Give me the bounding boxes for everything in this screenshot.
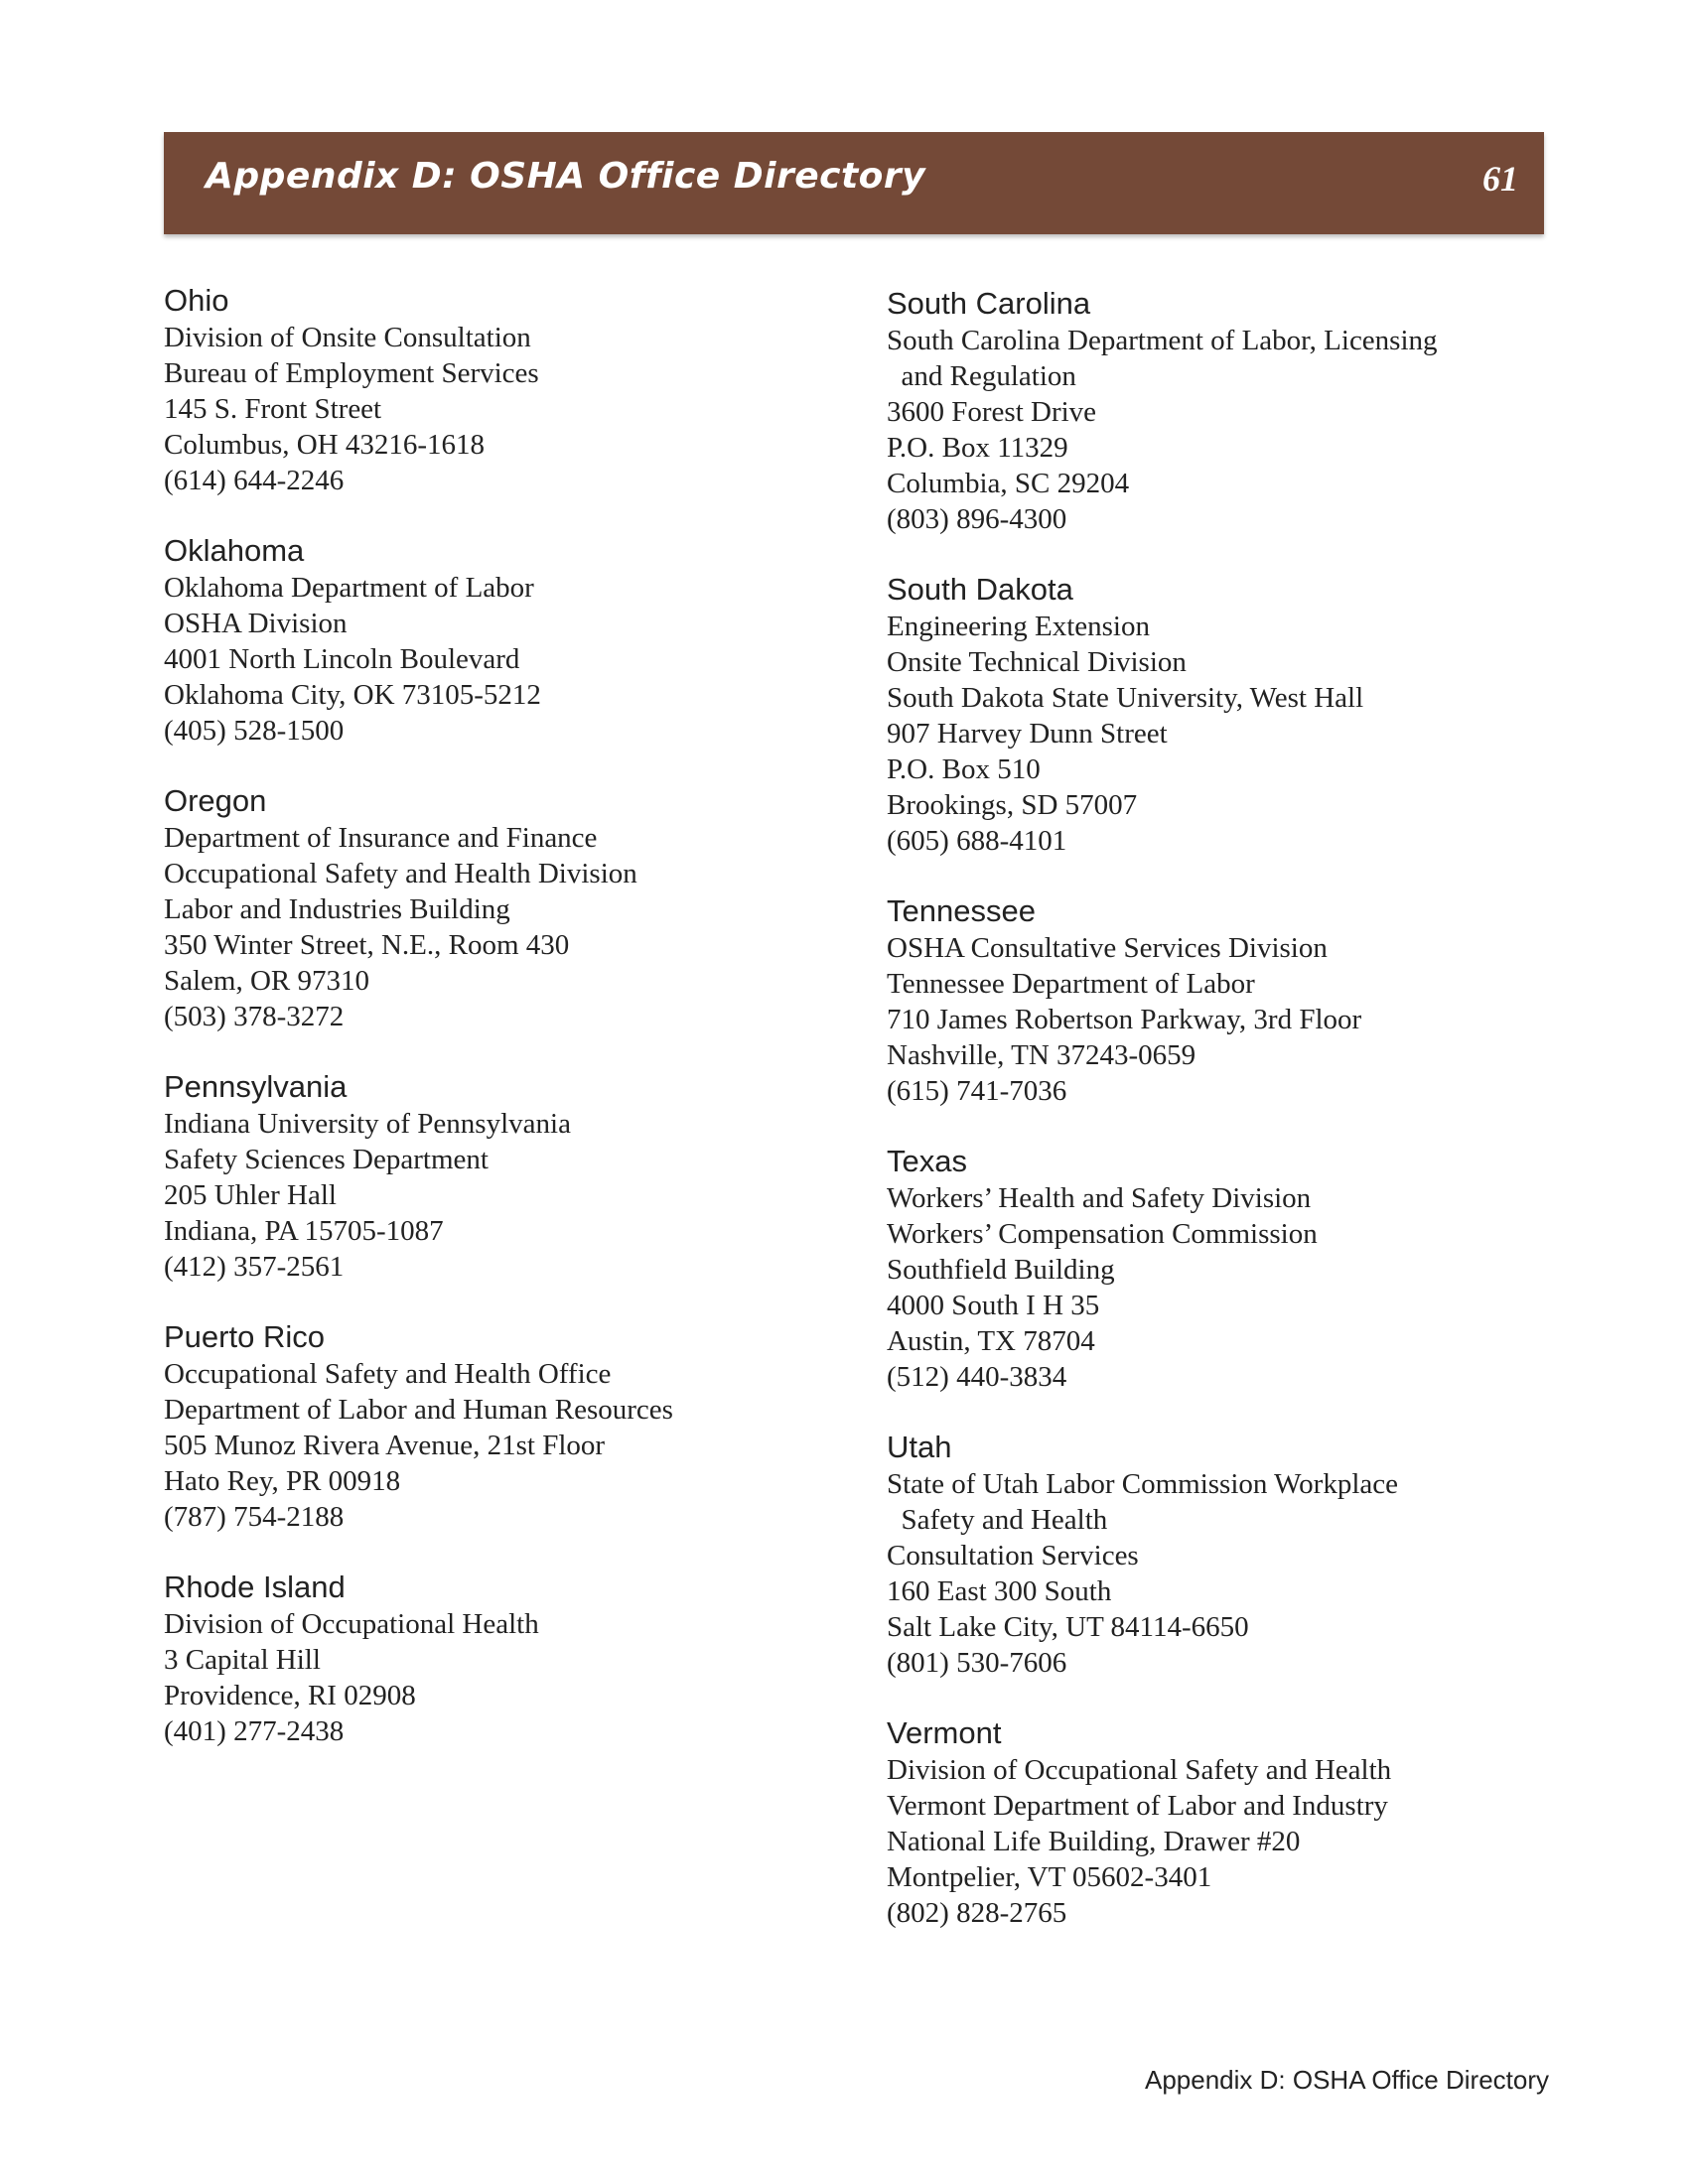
state-heading: Tennessee: [887, 893, 1036, 928]
address-line: Department of Labor and Human Resources: [164, 1394, 673, 1426]
address-line: 350 Winter Street, N.E., Room 430: [164, 929, 570, 961]
address-line: 4001 North Lincoln Boulevard: [164, 643, 520, 675]
address-line: Indiana University of Pennsylvania: [164, 1108, 571, 1140]
address-line: South Carolina Department of Labor, Licensing: [887, 325, 1438, 356]
state-heading: Oklahoma: [164, 533, 305, 568]
address-line: Bureau of Employment Services: [164, 357, 539, 389]
state-heading: Puerto Rico: [164, 1319, 325, 1354]
office-entry: [164, 1569, 819, 1749]
address-line: OSHA Consultative Services Division: [887, 932, 1328, 964]
office-entry: [887, 571, 1542, 859]
address-line: Vermont Department of Labor and Industry: [887, 1790, 1388, 1822]
address-line: Department of Insurance and Finance: [164, 822, 598, 854]
address-line: OSHA Division: [164, 608, 348, 639]
address-line: 505 Munoz Rivera Avenue, 21st Floor: [164, 1430, 606, 1461]
address-line: Division of Onsite Consultation: [164, 322, 531, 353]
address-line: Consultation Services: [887, 1540, 1139, 1571]
address-line: Salt Lake City, UT 84114-6650: [887, 1611, 1249, 1643]
address-line: 205 Uhler Hall: [164, 1179, 337, 1211]
office-entry: [887, 1429, 1542, 1681]
address-line: (801) 530-7606: [887, 1647, 1067, 1679]
address-line: Workers’ Compensation Commission: [887, 1218, 1318, 1250]
address-line: Nashville, TN 37243-0659: [887, 1039, 1196, 1071]
state-heading: Texas: [887, 1144, 967, 1178]
office-entry: [887, 1714, 1542, 1931]
address-line: and Regulation: [887, 360, 1076, 392]
address-line: Oklahoma Department of Labor: [164, 572, 534, 604]
left-column: [164, 282, 819, 1783]
state-heading: Oregon: [164, 783, 267, 818]
address-line: (401) 277-2438: [164, 1715, 345, 1747]
page-title: Appendix D: OSHA Office Directory: [206, 156, 926, 197]
address-line: 145 S. Front Street: [164, 393, 382, 425]
address-line: Workers’ Health and Safety Division: [887, 1182, 1312, 1214]
address-line: Safety Sciences Department: [164, 1144, 489, 1175]
address-line: Labor and Industries Building: [164, 893, 510, 925]
address-line: Onsite Technical Division: [887, 646, 1187, 678]
address-line: Columbus, OH 43216-1618: [164, 429, 486, 461]
address-line: Engineering Extension: [887, 611, 1150, 642]
address-line: Occupational Safety and Health Office: [164, 1358, 612, 1390]
address-line: Division of Occupational Health: [164, 1608, 539, 1640]
address-line: Salem, OR 97310: [164, 965, 370, 997]
address-line: Safety and Health: [887, 1504, 1108, 1536]
office-entry: [887, 1143, 1542, 1395]
state-heading: South Dakota: [887, 572, 1073, 607]
address-line: Oklahoma City, OK 73105-5212: [164, 679, 541, 711]
address-line: 160 East 300 South: [887, 1575, 1112, 1607]
address-line: 4000 South I H 35: [887, 1290, 1100, 1321]
page-number: 61: [1482, 159, 1518, 199]
address-line: Providence, RI 02908: [164, 1680, 416, 1711]
address-line: (503) 378-3272: [164, 1001, 345, 1032]
office-entry: [164, 1318, 819, 1535]
office-entry: [887, 892, 1542, 1109]
office-entry: [887, 285, 1542, 537]
address-line: 907 Harvey Dunn Street: [887, 718, 1168, 750]
address-line: Columbia, SC 29204: [887, 468, 1130, 499]
address-line: Brookings, SD 57007: [887, 789, 1138, 821]
address-line: 710 James Robertson Parkway, 3rd Floor: [887, 1004, 1362, 1035]
state-heading: Ohio: [164, 283, 229, 318]
address-line: South Dakota State University, West Hall: [887, 682, 1364, 714]
address-line: Hato Rey, PR 00918: [164, 1465, 401, 1497]
address-line: (512) 440-3834: [887, 1361, 1067, 1393]
office-entry: [164, 782, 819, 1034]
address-line: (605) 688-4101: [887, 825, 1067, 857]
address-line: (803) 896-4300: [887, 503, 1067, 535]
address-line: (787) 754-2188: [164, 1501, 345, 1533]
address-line: Occupational Safety and Health Division: [164, 858, 637, 889]
address-line: (615) 741-7036: [887, 1075, 1067, 1107]
address-line: (412) 357-2561: [164, 1251, 345, 1283]
office-entry: [164, 532, 819, 749]
state-heading: South Carolina: [887, 286, 1091, 321]
state-heading: Pennsylvania: [164, 1069, 348, 1104]
header-bar: [164, 132, 1544, 234]
address-line: (802) 828-2765: [887, 1897, 1067, 1929]
address-line: Indiana, PA 15705-1087: [164, 1215, 444, 1247]
address-line: 3 Capital Hill: [164, 1644, 321, 1676]
address-line: Southfield Building: [887, 1254, 1115, 1286]
address-line: (405) 528-1500: [164, 715, 345, 747]
address-line: Austin, TX 78704: [887, 1325, 1095, 1357]
office-entry: [164, 282, 819, 498]
address-line: P.O. Box 510: [887, 753, 1041, 785]
address-line: National Life Building, Drawer #20: [887, 1826, 1301, 1857]
state-heading: Rhode Island: [164, 1570, 346, 1604]
state-heading: Vermont: [887, 1715, 1002, 1750]
right-column: [887, 285, 1542, 1965]
address-line: 3600 Forest Drive: [887, 396, 1097, 428]
footer-text: Appendix D: OSHA Office Directory: [1144, 2065, 1549, 2095]
address-line: P.O. Box 11329: [887, 432, 1068, 464]
address-line: Division of Occupational Safety and Health: [887, 1754, 1392, 1786]
office-entry: [164, 1068, 819, 1285]
address-line: Tennessee Department of Labor: [887, 968, 1255, 1000]
address-line: (614) 644-2246: [164, 465, 345, 496]
state-heading: Utah: [887, 1430, 952, 1464]
address-line: Montpelier, VT 05602-3401: [887, 1861, 1212, 1893]
address-line: State of Utah Labor Commission Workplace: [887, 1468, 1399, 1500]
